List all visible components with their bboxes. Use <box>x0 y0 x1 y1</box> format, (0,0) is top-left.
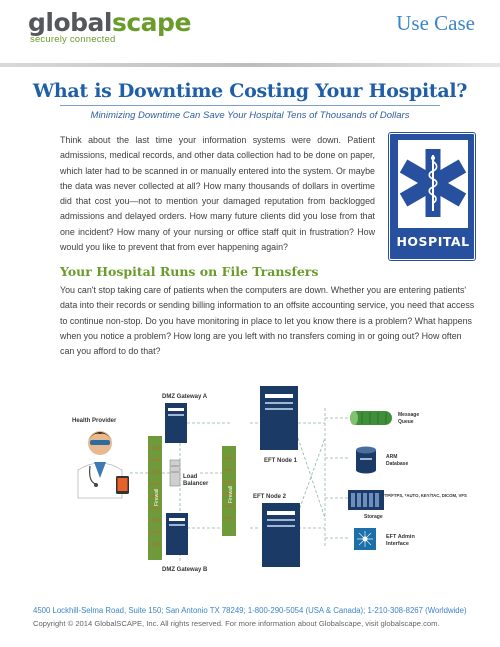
eft-node-2-server-icon <box>262 503 300 567</box>
message-queue-label-line1: Message <box>398 412 420 418</box>
eft-admin-interface-icon <box>354 528 376 550</box>
eft-node-1-server-icon <box>260 386 298 450</box>
footer-address: 4500 Lockhill-Selma Road, Suite 150; San Antonio TX 78249; 1-800-290-5054 (USA & Canada); 1-210-308-8267 (Worldwide) <box>33 606 467 615</box>
load-balancer-label-line1: Load <box>183 474 198 480</box>
intro-paragraph: Think about the last time your information systems were down. Patient admissions, medical records, and other data collection had to be done on paper, which later had to be scanned in or manually entered into the system. Or maybe the data was never collected at all? How many thousands of dollars in overtime did that cost you—not to mention your damaged reputation from backlogged admissions and delayed orders. How many future clients did you lose from that one incident? How many of your nursing or office staff quit in frustration? How would you like to prevent that from ever happening again? <box>60 135 375 253</box>
message-queue-icon <box>350 411 392 425</box>
eft-admin-label-line1: EFT Admin <box>386 534 415 540</box>
arm-database-label-line2: Database <box>386 461 409 467</box>
eft-node-1-label: EFT Node 1 <box>264 458 298 464</box>
load-balancer-label-line2: Balancer <box>183 481 209 487</box>
footer-copyright: Copyright © 2014 GlobalSCAPE, Inc. All rights reserved. For more information about Globalscape, visit globalscape.com. <box>33 619 440 628</box>
network-diagram <box>50 378 480 600</box>
dmz-gateway-b-label: DMZ Gateway B <box>162 567 208 573</box>
logo-word-global: global <box>28 8 112 37</box>
title-divider <box>60 105 440 106</box>
section-paragraph: You can't stop taking care of patients when the computers are down. Whether you are entering patients' data into their records or sending billing information to an offsite accounting service, you need that access to continue non-stop. Do you have monitoring in place to let you know there is a problem? What happens when you notice a problem? How long are you left with no transfers coming in or going out? How often can you afford to do that? <box>60 285 475 357</box>
page-subtitle: Minimizing Downtime Can Save Your Hospital Tens of Thousands of Dollars <box>90 110 410 121</box>
storage-label: Storage <box>364 514 383 520</box>
dmz-gateway-a-label: DMZ Gateway A <box>162 394 208 400</box>
eft-node-2-label: EFT Node 2 <box>253 494 287 500</box>
page-title: What is Downtime Costing Your Hospital? <box>32 80 468 102</box>
logo-tagline: securely connected <box>30 34 116 45</box>
hospital-sign-label: HOSPITAL <box>396 234 470 249</box>
section-heading: Your Hospital Runs on File Transfers <box>60 264 319 279</box>
dmz-gateway-a-server-icon <box>165 403 187 443</box>
globalscape-logo <box>28 8 191 50</box>
logo-word-scape: scape <box>111 8 191 37</box>
connection-lines <box>130 408 348 563</box>
hospital-sign <box>389 133 475 260</box>
load-balancer-icon <box>170 460 180 486</box>
health-provider-icon <box>78 431 129 498</box>
storage-array-icon <box>348 490 384 510</box>
arm-database-icon <box>356 447 376 474</box>
document-category: Use Case <box>396 11 475 35</box>
logo-wordmark <box>28 8 191 37</box>
star-of-life-icon <box>390 134 476 234</box>
health-provider-label: Health Provider <box>72 418 117 424</box>
firewall-right-label: Firewall <box>228 485 234 503</box>
header-divider <box>0 63 500 67</box>
firewall-left-label: Firewall <box>154 488 160 506</box>
storage-protocols-label: FTP/FTPS, *AUTO, KEY/TAC, DICOM, VFS <box>382 493 467 498</box>
dmz-gateway-b-server-icon <box>166 513 188 555</box>
eft-admin-label-line2: Interface <box>386 541 409 547</box>
message-queue-label-line2: Queue <box>398 419 414 425</box>
arm-database-label-line1: ARM <box>386 454 398 460</box>
